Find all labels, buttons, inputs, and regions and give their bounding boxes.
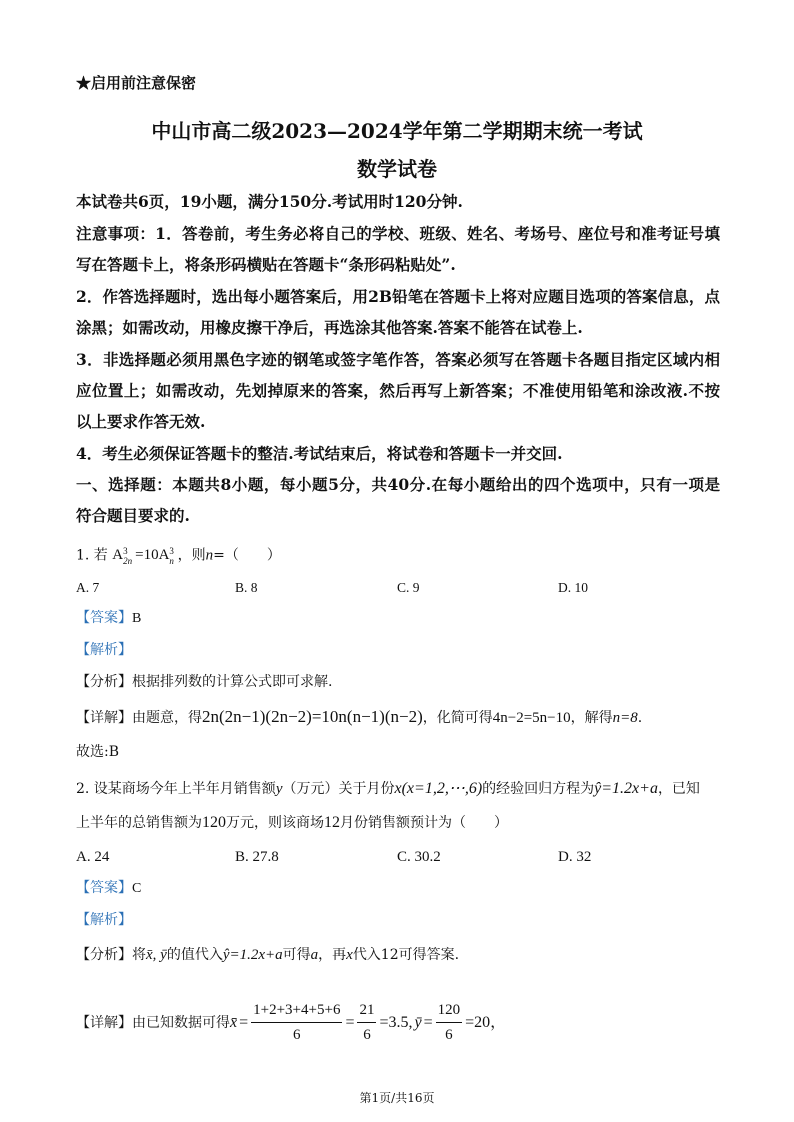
q2-answer-value: C bbox=[132, 881, 142, 896]
question-2-line2 bbox=[76, 815, 508, 831]
notice-1b: 写在答题卡上，将条形码横贴在答题卡“条形码粘贴处”. bbox=[76, 255, 456, 274]
page-title: 中山市高二级2023—2024学年第二学期期末统一考试 bbox=[151, 119, 643, 143]
q1-xiangjie-d: . bbox=[637, 710, 643, 726]
q1-fenxi-text: 根据排列数的计算公式即可求解. bbox=[132, 674, 333, 690]
q1-option-a[interactable]: A. 7 bbox=[76, 580, 100, 595]
q2-fenxi-d: ，再 bbox=[318, 947, 347, 963]
q1-fenxi bbox=[76, 675, 332, 689]
q2-xiangjie-label: 【详解】 bbox=[76, 1014, 132, 1031]
q2-xiangjie bbox=[76, 1000, 506, 1045]
q2-option-a[interactable]: A. 24 bbox=[76, 849, 110, 865]
q1-choose: 故选:B bbox=[76, 744, 120, 760]
q2-frac3-den: 6 bbox=[445, 1027, 453, 1043]
page-number: 第1页/共16页 bbox=[359, 1091, 435, 1105]
q1-rhs-sup: 3 bbox=[169, 546, 174, 556]
q2-mid: =3.5, bbox=[379, 1013, 413, 1031]
q1-equation-1: 2n(2n−1)(2n−2)=10n(n−1)(n−2) bbox=[202, 707, 423, 726]
q2-fenxi-reg: ŷ=1.2x+a bbox=[222, 947, 283, 963]
q2-option-b[interactable]: B. 27.8 bbox=[235, 849, 279, 865]
q2-fenxi-a-var: a bbox=[310, 947, 319, 963]
q1-answer-label: 【答案】 bbox=[76, 610, 132, 626]
q2-frac1-den: 6 bbox=[293, 1027, 301, 1043]
q1-answer-value: B bbox=[132, 611, 142, 626]
q2-ybar: ȳ bbox=[414, 1013, 422, 1031]
q2-line2-c: 月份销售额预计为（ ） bbox=[340, 815, 508, 831]
q1-answer bbox=[76, 611, 141, 626]
section-heading-line1: 一、选择题：本题共8小题，每小题5分，共40分.在每小题给出的四个选项中，只有一项是 bbox=[76, 475, 720, 494]
q1-suffix-b: =（ ） bbox=[213, 547, 281, 564]
q2-line1-d: ，已知 bbox=[657, 781, 700, 797]
q2-fenxi-x-var: x bbox=[346, 947, 353, 963]
question-2-line1 bbox=[76, 781, 700, 797]
q1-lhs-sub: 2n bbox=[123, 556, 133, 566]
q2-month-var: x(x=1,2,⋯,6) bbox=[394, 780, 483, 797]
q2-line1-c: 的经验回归方程为 bbox=[482, 781, 595, 797]
q1-condition bbox=[112, 546, 177, 566]
notice-3b: 应位置上；如需改动，先划掉原来的答案，然后再写上新答案；不准使用铅笔和涂改液.不按 bbox=[76, 381, 720, 400]
intro-line: 本试卷共6页，19小题，满分150分.考试用时120分钟. bbox=[76, 192, 463, 211]
q2-line1-a: 2. 设某商场今年上半年月销售额 bbox=[76, 781, 276, 797]
page-subtitle: 数学试卷 bbox=[357, 157, 437, 181]
q2-total: 120 bbox=[202, 814, 226, 831]
q2-frac1-num: 1+2+3+4+5+6 bbox=[251, 1000, 342, 1023]
q1-rhs-sub: n bbox=[169, 556, 174, 566]
q2-line2-b: 万元，则该商场 bbox=[226, 815, 324, 831]
question-1 bbox=[76, 546, 281, 566]
q2-eq-1: = bbox=[239, 1013, 249, 1031]
q1-option-c[interactable]: C. 9 bbox=[397, 580, 420, 595]
q1-xiangjie-c: ，解得 bbox=[570, 710, 613, 726]
q2-fenxi-label: 【分析】 bbox=[76, 947, 132, 963]
q2-answer-label: 【答案】 bbox=[76, 880, 132, 896]
q2-eq-2: = bbox=[345, 1013, 355, 1031]
notice-3c: 以上要求作答无效. bbox=[76, 412, 206, 431]
q2-xiangjie-a: 由已知数据可得 bbox=[132, 1014, 230, 1031]
q2-frac2-num: 21 bbox=[357, 1000, 376, 1023]
notice-1a: 注意事项：1．答卷前，考生务必将自己的学校、班级、姓名、考场号、座位号和准考证号填 bbox=[76, 224, 720, 243]
q1-option-d[interactable]: D. 10 bbox=[558, 580, 588, 595]
q2-answer bbox=[76, 881, 141, 896]
q2-analysis-label: 【解析】 bbox=[76, 912, 132, 928]
q2-frac2-den: 6 bbox=[363, 1027, 371, 1043]
q1-lhs-sup: 3 bbox=[123, 546, 128, 556]
q2-end: =20， bbox=[465, 1013, 507, 1031]
q2-xbar: x̄ bbox=[230, 1013, 238, 1031]
q1-analysis-label: 【解析】 bbox=[76, 642, 132, 658]
section-heading-line2: 符合题目要求的. bbox=[76, 506, 190, 525]
q1-xiangjie bbox=[76, 708, 642, 726]
notice-2a: 2．作答选择题时，选出每小题答案后，用2B铅笔在答题卡上将对应题目选项的答案信息，点 bbox=[76, 287, 720, 306]
q2-fenxi-xy: x̄, ȳ bbox=[146, 947, 167, 963]
q2-frac3-num: 120 bbox=[436, 1000, 463, 1023]
q2-line2-a: 上半年的总销售额为 bbox=[76, 815, 202, 831]
q2-fraction-3 bbox=[436, 1000, 463, 1045]
q1-xiangjie-a: 由题意，得 bbox=[132, 710, 202, 726]
q2-fenxi bbox=[76, 948, 459, 963]
q2-fenxi-a: 将 bbox=[132, 947, 146, 963]
q1-equation-2: 4n−2=5n−10 bbox=[492, 710, 571, 726]
notice-4: 4．考生必须保证答题卡的整洁.考试结束后，将试卷和答题卡一并交回. bbox=[76, 444, 563, 463]
q2-month-12: 12 bbox=[324, 814, 340, 831]
q1-eq: =10A bbox=[135, 547, 170, 564]
q1-lhs-base: A bbox=[112, 547, 124, 564]
q1-fenxi-label: 【分析】 bbox=[76, 674, 132, 690]
notice-3a: 3．非选择题必须用黑色字迹的钢笔或签字笔作答，答案必须写在答题卡各题目指定区域内相 bbox=[76, 350, 720, 369]
q2-line1-b: （万元）关于月份 bbox=[282, 781, 395, 797]
q2-fenxi-b: 的值代入 bbox=[166, 947, 223, 963]
q2-fraction-2 bbox=[357, 1000, 376, 1045]
q1-var: n bbox=[205, 547, 214, 564]
q1-prefix: 1. 若 bbox=[76, 547, 108, 564]
q2-fenxi-e: 代入12可得答案. bbox=[352, 947, 460, 963]
q2-option-d[interactable]: D. 32 bbox=[558, 849, 592, 865]
q2-option-c[interactable]: C. 30.2 bbox=[397, 849, 441, 865]
q1-suffix-a: ，则 bbox=[177, 547, 206, 564]
q2-var-y: y bbox=[275, 781, 283, 797]
q1-xiangjie-label: 【详解】 bbox=[76, 710, 132, 726]
q2-fraction-1 bbox=[251, 1000, 342, 1045]
q1-option-b[interactable]: B. 8 bbox=[235, 580, 258, 595]
notice-2b: 涂黑；如需改动，用橡皮擦干净后，再选涂其他答案.答案不能答在试卷上. bbox=[76, 318, 583, 337]
q1-equation-3: n=8 bbox=[612, 710, 638, 726]
q2-regression: ŷ=1.2x+a bbox=[594, 780, 658, 797]
q2-fenxi-c: 可得 bbox=[282, 947, 311, 963]
q1-xiangjie-b: ，化简可得 bbox=[422, 710, 493, 726]
q2-eq-3: = bbox=[423, 1013, 433, 1031]
confidential-note: ★启用前注意保密 bbox=[76, 74, 197, 92]
